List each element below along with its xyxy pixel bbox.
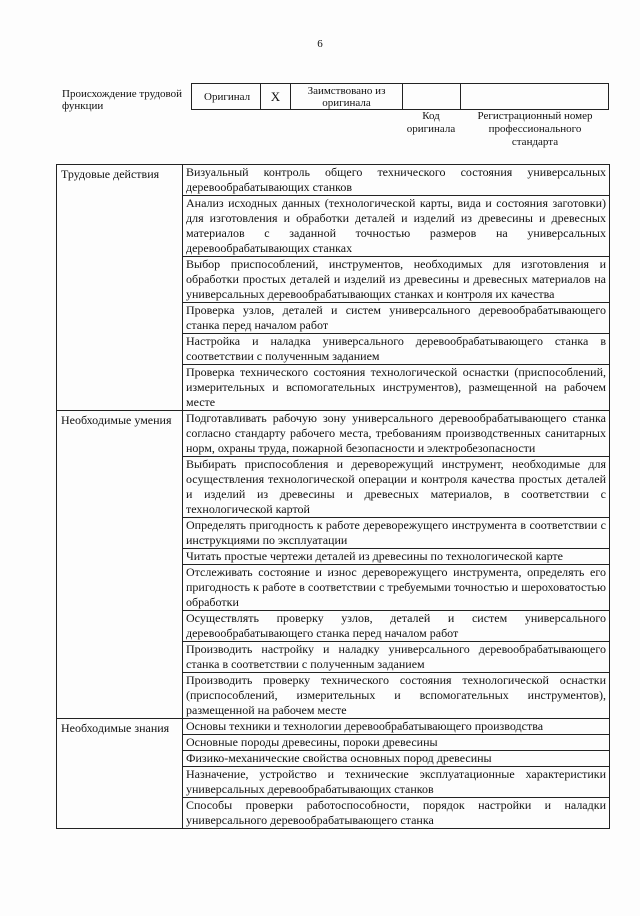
caption-code: Код оригинала xyxy=(406,110,456,135)
reg-number-cell xyxy=(461,84,609,110)
section-item: Определять пригодность к работе дереворежущего инструмента в соответствии с инструкциями по эксплуатации xyxy=(183,518,610,549)
section-item: Способы проверки работоспособности, порядок настройки и наладки универсального деревообрабатывающего станка xyxy=(183,798,610,829)
table-row xyxy=(57,165,610,196)
section-title: Необходимые знания xyxy=(57,719,183,829)
section-item: Визуальный контроль общего технического состояния универсальных деревообрабатывающих станков xyxy=(183,165,610,196)
page-number: 6 xyxy=(317,38,323,50)
section-item: Анализ исходных данных (технологической карты, вида и состояния заготовки) для изготовления и обработки деталей и изделий из древесины и древесных материалов с заданной точностью размеров на универсальных деревообрабатывающих станках xyxy=(183,196,610,257)
section-item: Основы техники и технологии деревообрабатывающего производства xyxy=(183,719,610,735)
caption-reg-number: Регистрационный номер профессионального стандарта xyxy=(477,110,593,148)
section-item: Подготавливать рабочую зону универсального деревообрабатывающего станка согласно стандарту рабочего места, требованиям производственных санитарных норм, охраны труда, пожарной безопасности и электробезопасности xyxy=(183,411,610,457)
section-item: Выбор приспособлений, инструментов, необходимых для изготовления и обработки простых деталей и изделий из древесины и древесных материалов на универсальных деревообрабатывающих станках и контроля их качества xyxy=(183,257,610,303)
section-item: Основные породы древесины, пороки древесины xyxy=(183,735,610,751)
origin-table xyxy=(191,83,609,110)
original-cell: Оригинал xyxy=(192,84,261,110)
section-title: Трудовые действия xyxy=(57,165,183,411)
section-item: Проверка узлов, деталей и систем универсального деревообрабатывающего станка перед началом работ xyxy=(183,303,610,334)
original-mark: X xyxy=(261,84,291,110)
borrowed-cell: Заимствовано из оригинала xyxy=(291,84,403,110)
section-title: Необходимые умения xyxy=(57,411,183,719)
table-row xyxy=(57,411,610,457)
section-item: Назначение, устройство и технические эксплуатационные характеристики универсальных деревообрабатывающих станков xyxy=(183,767,610,798)
section-item: Выбирать приспособления и дереворежущий инструмент, необходимые для осуществления технологической операции и контроля качества простых деталей и изделий из древесины и древесных материалов, в соответствии с технологической картой xyxy=(183,457,610,518)
table-row xyxy=(57,719,610,735)
function-table-body xyxy=(57,165,610,829)
section-item: Физико-механические свойства основных пород древесины xyxy=(183,751,610,767)
section-item: Производить настройку и наладку универсального деревообрабатывающего станка в соответствии с полученным заданием xyxy=(183,642,610,673)
section-item: Отслеживать состояние и износ дереворежущего инструмента, определять его пригодность к работе в соответствии с требуемыми точностью и шероховатостью обработки xyxy=(183,565,610,611)
code-cell xyxy=(403,84,461,110)
section-item: Проверка технического состояния технологической оснастки (приспособлений, измерительных и вспомогательных инструментов), размещенной на рабочем месте xyxy=(183,365,610,411)
origin-label: Происхождение трудовой функции xyxy=(62,88,183,112)
function-table xyxy=(56,164,610,829)
section-item: Производить проверку технического состояния технологической оснастки (приспособлений, измерительных и вспомогательных инструментов), размещенной на рабочем месте xyxy=(183,673,610,719)
section-item: Настройка и наладка универсального деревообрабатывающего станка в соответствии с полученным заданием xyxy=(183,334,610,365)
section-item: Читать простые чертежи деталей из древесины по технологической карте xyxy=(183,549,610,565)
section-item: Осуществлять проверку узлов, деталей и систем универсального деревообрабатывающего станка перед началом работ xyxy=(183,611,610,642)
